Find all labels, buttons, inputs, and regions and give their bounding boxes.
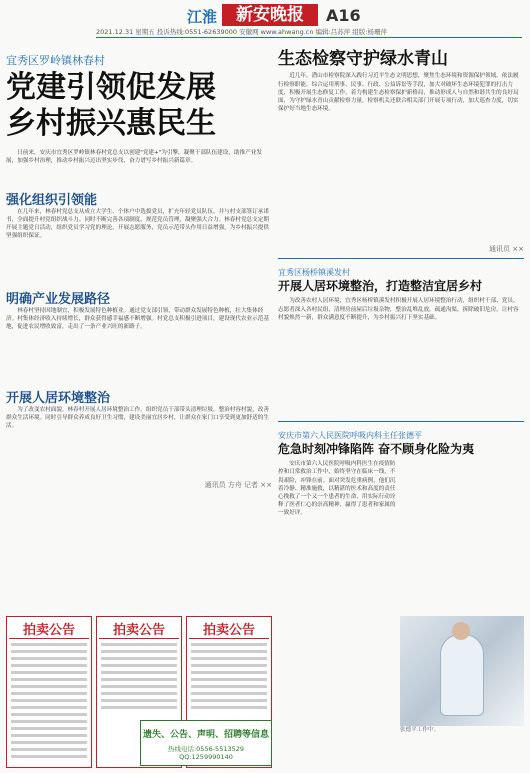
- auction-ad: [6, 616, 92, 768]
- right-headline-2: 开展人居环境整治，打造整洁宜居乡村: [278, 279, 483, 294]
- auction-ad-body: [9, 643, 89, 758]
- left-body-2: 林春村坚持因地制宜，积极发展特色种植业。通过党支部引领，带动群众发展特色种植，壮大集体经济。村集体经济收入持续增长，群众获得感幸福感不断增强。村党总支积极引进项目，建设现代农业示范基地，促进农民增收致富，走出了一条产业兴旺的新路子。: [6, 307, 269, 331]
- photo-caption: 张德平工作中。: [400, 727, 440, 733]
- left-subheading-1: 强化组织引领能: [6, 192, 98, 208]
- left-body-1: 在几年来，林春村党总支从成立大学生、个体户中选拔党员，扩充年轻党员队伍，并与村支部签订承诺书，全面提升村党组织战斗力。同时不断完善各项制度，规范党员管理，凝聚强大合力。林春村党总支定期开展主题党日活动，组织党员学习党的理论，开展志愿服务，党员示范带头作用日益增强，为乡村振兴提供坚强组织保证。: [6, 208, 269, 240]
- right-headline-3: 危急时刻冲锋陷阵 奋不顾身化险为夷: [278, 442, 475, 457]
- left-subheading-3: 开展人居环境整治: [6, 390, 111, 406]
- left-headline-2: 乡村振兴惠民生: [6, 106, 216, 142]
- left-lede: 日前来，安庆市宜秀区罗岭镇林春村党总支以创建"党建+"为引擎，凝聚干部队伍建设，助推产业发展，加强乡村治理，推动乡村振兴迈出坚实步伐，奋力谱写乡村振兴新篇章。: [6, 149, 262, 164]
- right-kicker-3: 安庆市第六人民医院呼吸内科主任张德平: [278, 431, 422, 441]
- masthead-city: 江淮: [187, 8, 218, 26]
- right-byline-1: 通讯员 ××: [489, 245, 524, 254]
- right-column: [278, 44, 524, 570]
- masthead-divider: [96, 37, 522, 38]
- classified-ad-text: 遗失、公告、声明、招聘等信息: [142, 730, 269, 740]
- masthead-logo: 新安晚报: [222, 4, 318, 26]
- doctor-photo: [400, 616, 524, 726]
- auction-ad-title: 拍卖公告: [9, 619, 89, 639]
- right-headline-1: 生态检察守护绿水青山: [278, 49, 448, 69]
- classified-ad-phone: 热线电话:0556-5513529 QQ:1259990140: [167, 745, 245, 761]
- right-kicker-2: 宜秀区杨桥镇溪发村: [278, 268, 350, 278]
- auction-ad-title: 拍卖公告: [99, 619, 179, 639]
- left-kicker: 宜秀区罗岭镇林春村: [6, 54, 105, 67]
- left-column: [6, 44, 272, 490]
- doctor-head: [452, 622, 470, 640]
- classified-ad: [140, 720, 272, 766]
- right-body-2: 为改善农村人居环境，宜秀区杨桥镇溪发村积极开展人居环境整治行动，组织村干部、党员、志愿者深入各村民组，清理房前屋后垃圾杂物，整治乱堆乱放，疏通沟渠，拆除破旧危房，让村容村貌焕然一新，群众满意度不断提升，为乡村振兴打下坚实基础。: [278, 298, 519, 321]
- right-body-3: 安庆市第六人民医院呼吸内科医生在疫情防控和日常救治工作中，始终坚守在临床一线，不畏艰险，冲锋在前。面对突发危重病例，他们沉着冷静、精准施救，以精湛的医术和高度的责任心挽救了一个又一个患者的生命，用实际行动诠释了医者仁心的崇高精神，赢得了患者和家属的一致好评。: [278, 461, 396, 517]
- left-headline-1: 党建引领促发展: [6, 70, 216, 105]
- masthead: [0, 0, 530, 40]
- doctor-figure: [440, 634, 484, 716]
- left-subheading-2: 明确产业发展路径: [6, 291, 111, 307]
- right-body-1: 近几年，潜山市检察院深入践行习近平生态文明思想，聚焦生态环境和资源保护领域，依法履行检察职能，综合运用刑事、民事、行政、公益诉讼等手段，加大对破坏生态环境犯罪的打击力度，积极开展生态修复工作，着力构建生态检察保护新格局，推动形成人与自然和谐共生的良好局面，为守护绿水青山贡献检察力量。检察机关还联合相关部门开展专项行动，加大巡查力度，切实保护好当地生态环境。: [278, 73, 519, 113]
- page-number: A16: [326, 6, 361, 25]
- auction-ad-body: [99, 643, 179, 709]
- masthead-info: 2021.12.31 星期五 投诉热线:0551-62639000 安徽网 www.ahwang.cn 编辑:吕苏萍 组版:杨珊萍: [96, 28, 387, 36]
- auction-ad-title: 拍卖公告: [189, 619, 269, 639]
- left-byline: 通讯员 方舟 记者 ××: [204, 480, 272, 489]
- section-divider: [278, 258, 524, 259]
- auction-ad-body: [189, 643, 269, 709]
- left-body-3: 为了改变农村面貌，林春村开展人居环境整治工作，组织党员干部带头清理垃圾，整治村容村貌，改善群众生活环境。同时引导群众养成良好卫生习惯，建设美丽宜居乡村，让群众在家门口享受到更加舒适的生活。: [6, 406, 269, 430]
- section-divider: [278, 421, 524, 422]
